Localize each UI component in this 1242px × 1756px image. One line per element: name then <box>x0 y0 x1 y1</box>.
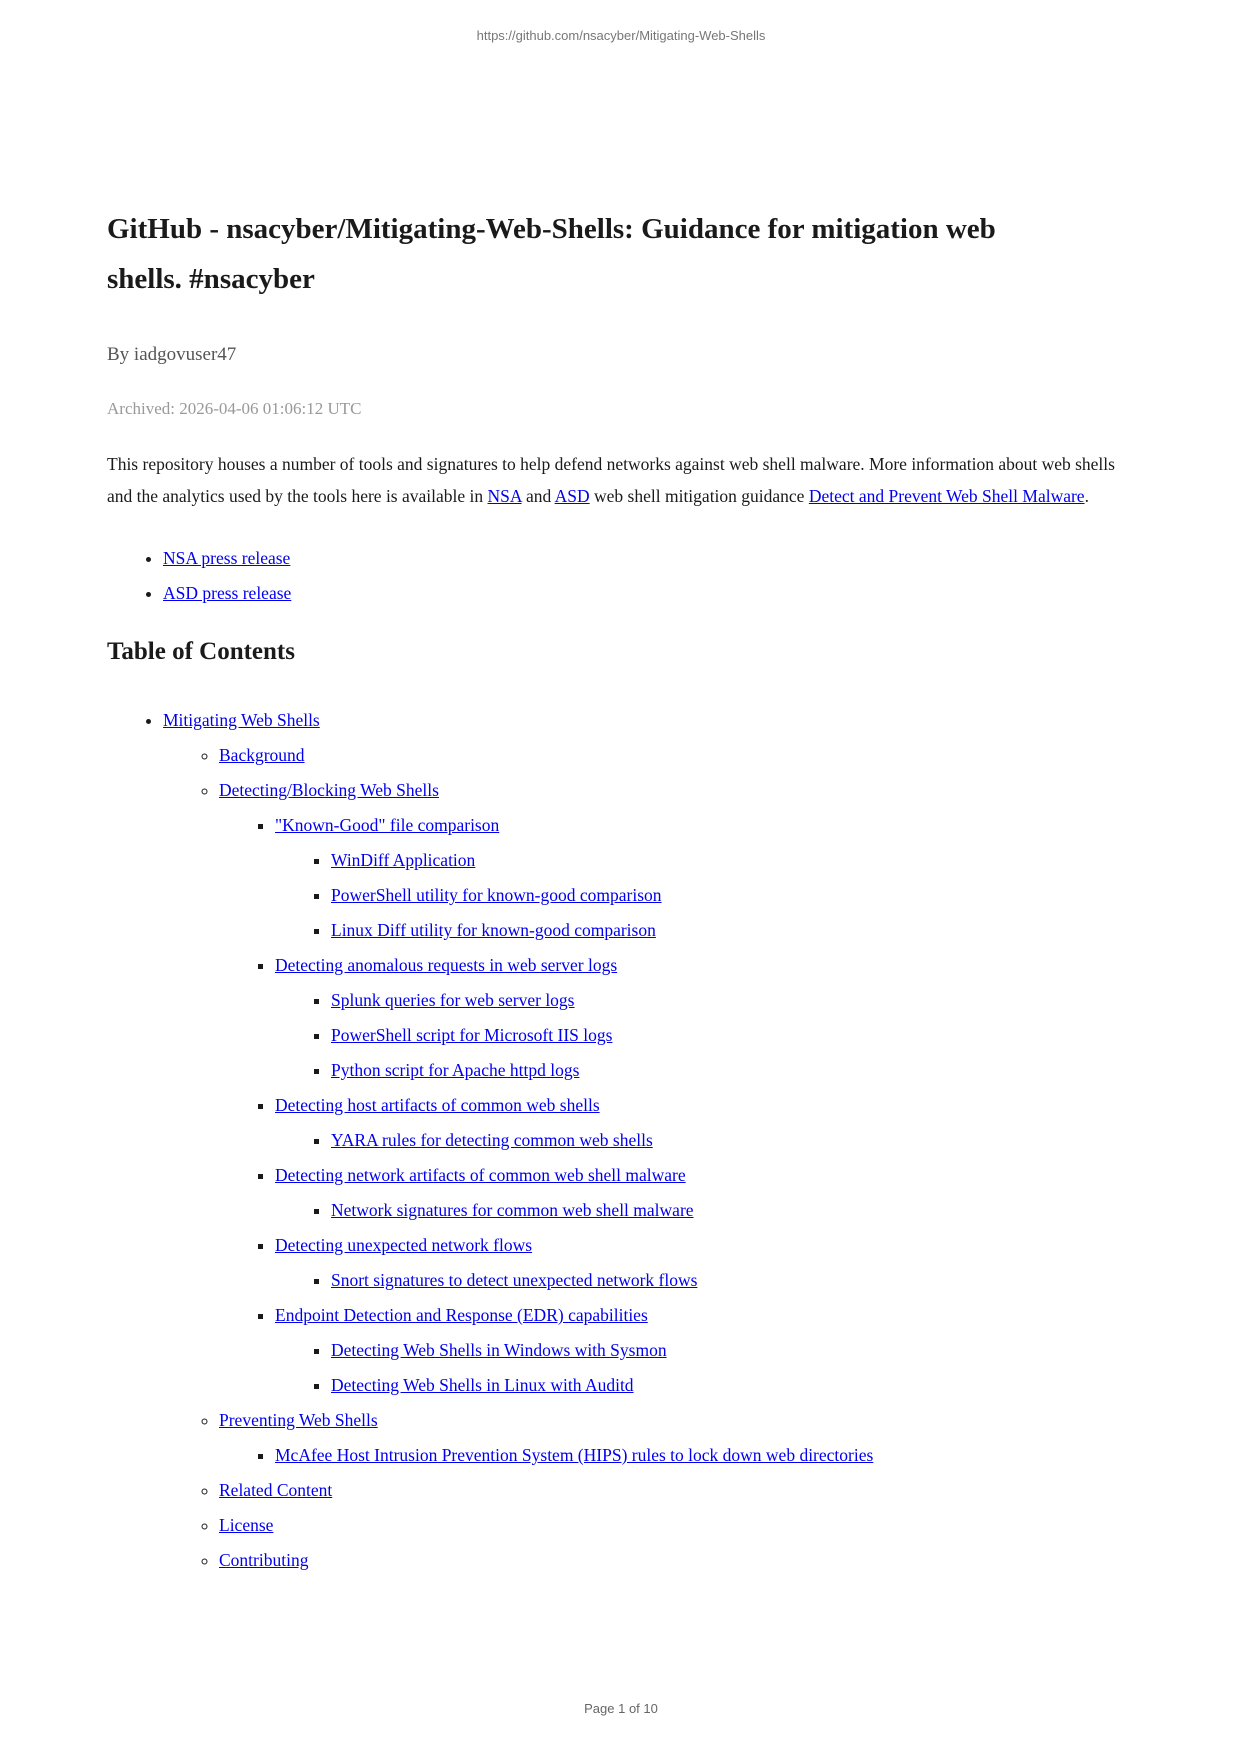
intro-text-segment: This repository houses a number of tools and signatures to help defend networks against web shell malware. More information about web shells and the analytics used by the tools here is available in <box>107 454 1115 506</box>
page-title: GitHub - nsacyber/Mitigating-Web-Shells: Guidance for mitigation web shells. #nsacyber <box>107 213 996 295</box>
nsa-press-release-link[interactable]: NSA press release <box>163 548 291 568</box>
list-item <box>163 576 1137 611</box>
toc-item <box>331 913 1137 948</box>
toc-item <box>219 1508 1137 1543</box>
toc-link[interactable]: Python script for Apache httpd logs <box>331 1060 580 1080</box>
toc-link[interactable]: Detecting unexpected network flows <box>275 1235 533 1255</box>
toc-list <box>275 1263 1137 1298</box>
archived-timestamp: Archived: 2026-04-06 01:06:12 UTC <box>107 399 362 418</box>
toc-link[interactable]: Snort signatures to detect unexpected network flows <box>331 1270 698 1290</box>
list-item <box>163 541 1137 576</box>
toc-item <box>163 703 1137 1578</box>
toc-item <box>219 1473 1137 1508</box>
toc-item <box>331 1263 1137 1298</box>
toc-link[interactable]: Detecting/Blocking Web Shells <box>219 780 439 800</box>
toc-link[interactable]: Contributing <box>219 1550 309 1570</box>
toc-item <box>275 1088 1137 1158</box>
page-url-header: https://github.com/nsacyber/Mitigating-Web-Shells <box>476 28 766 43</box>
toc-item <box>275 808 1137 948</box>
toc-item <box>275 1228 1137 1298</box>
toc-list <box>275 983 1137 1088</box>
toc-heading: Table of Contents <box>107 638 295 665</box>
asd-press-release-link[interactable]: ASD press release <box>163 583 292 603</box>
intro-text-segment: and <box>521 485 555 506</box>
toc-item <box>275 1438 1137 1473</box>
toc-item <box>275 1298 1137 1403</box>
toc-link[interactable]: Mitigating Web Shells <box>163 710 320 730</box>
toc-link[interactable]: WinDiff Application <box>331 850 476 870</box>
toc-list <box>275 1123 1137 1158</box>
nsa-link[interactable]: NSA <box>487 485 522 506</box>
article-body <box>107 0 1137 1578</box>
intro-text-segment: web shell mitigation guidance <box>589 485 809 506</box>
toc-link[interactable]: Detecting anomalous requests in web server logs <box>275 955 618 975</box>
toc-link[interactable]: Splunk queries for web server logs <box>331 990 575 1010</box>
toc-item <box>275 948 1137 1088</box>
table-of-contents <box>107 703 1137 1578</box>
toc-item <box>331 1368 1137 1403</box>
page-footer: Page 1 of 10 <box>584 1701 658 1716</box>
toc-link[interactable]: Detecting host artifacts of common web shells <box>275 1095 600 1115</box>
toc-item <box>219 1403 1137 1473</box>
toc-item <box>331 1018 1137 1053</box>
toc-list <box>107 703 1137 1578</box>
toc-link[interactable]: "Known-Good" file comparison <box>275 815 500 835</box>
press-release-list <box>107 541 1137 611</box>
toc-link[interactable]: Detecting Web Shells in Linux with Auditd <box>331 1375 634 1395</box>
toc-item <box>219 773 1137 1403</box>
toc-list <box>275 1333 1137 1403</box>
toc-link[interactable]: McAfee Host Intrusion Prevention System (HIPS) rules to lock down web directories <box>275 1445 874 1465</box>
asd-link[interactable]: ASD <box>554 485 590 506</box>
toc-item <box>219 1543 1137 1578</box>
intro-text-segment: . <box>1084 485 1089 506</box>
toc-item <box>331 1053 1137 1088</box>
toc-link[interactable]: YARA rules for detecting common web shells <box>331 1130 653 1150</box>
intro-paragraph <box>107 449 1135 512</box>
detect-prevent-web-shell-malware-link[interactable]: Detect and Prevent Web Shell Malware <box>808 485 1085 506</box>
toc-link[interactable]: Network signatures for common web shell malware <box>331 1200 694 1220</box>
toc-item <box>331 1193 1137 1228</box>
toc-link[interactable]: PowerShell utility for known-good comparison <box>331 885 662 905</box>
toc-list <box>163 738 1137 1578</box>
toc-link[interactable]: Related Content <box>219 1480 333 1500</box>
toc-item <box>331 1333 1137 1368</box>
toc-link[interactable]: Background <box>219 745 305 765</box>
toc-item <box>275 1158 1137 1228</box>
toc-link[interactable]: Endpoint Detection and Response (EDR) capabilities <box>275 1305 648 1325</box>
byline: By iadgovuser47 <box>107 344 237 365</box>
toc-list <box>219 808 1137 1403</box>
toc-item <box>331 983 1137 1018</box>
toc-link[interactable]: License <box>219 1515 274 1535</box>
toc-list <box>275 1193 1137 1228</box>
toc-link[interactable]: Linux Diff utility for known-good comparison <box>331 920 656 940</box>
toc-link[interactable]: Detecting network artifacts of common web shell malware <box>275 1165 686 1185</box>
toc-link[interactable]: Preventing Web Shells <box>219 1410 378 1430</box>
toc-link[interactable]: PowerShell script for Microsoft IIS logs <box>331 1025 613 1045</box>
toc-list <box>219 1438 1137 1473</box>
toc-item <box>331 1123 1137 1158</box>
toc-item <box>219 738 1137 773</box>
toc-item <box>331 843 1137 878</box>
toc-link[interactable]: Detecting Web Shells in Windows with Sysmon <box>331 1340 667 1360</box>
toc-item <box>331 878 1137 913</box>
toc-list <box>275 843 1137 948</box>
